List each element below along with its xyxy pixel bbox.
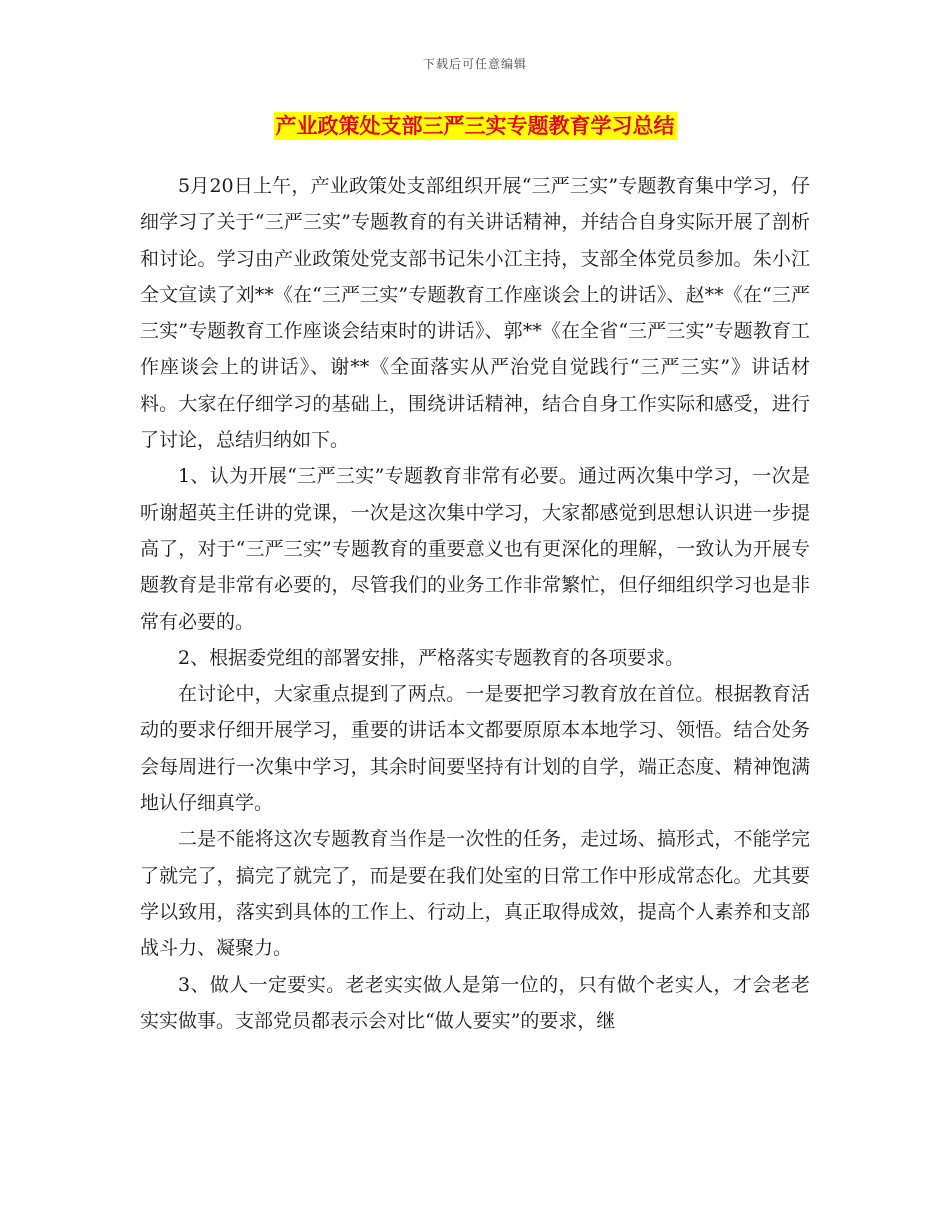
paragraph-point-1: 1、认为开展“三严三实”专题教育非常有必要。通过两次集中学习，一次是听谢超英主任讲的党课，一次是这次集中学习，大家都感觉到思想认识进一步提高了，对于“三严三实”专题教育的重要意义也有更深化的理解，一致认为开展专题教育是非常有必要的，尽管我们的业务工作非常繁忙，但仔细组织学习也是非常有必要的。: [140, 465, 810, 633]
paragraph-point-3: 3、做人一定要实。老老实实做人是第一位的，只有做个老实人，才会老老实实做事。支部党员都表示会对比“做人要实”的要求，继: [140, 973, 810, 1032]
paragraph-discussion: 在讨论中，大家重点提到了两点。一是要把学习教育放在首位。根据教育活动的要求仔细开展学习，重要的讲话本文都要原原本本地学习、领悟。结合处务会每周进行一次集中学习，其余时间要坚持有计划的自学，端正态度、精神饱满地认仔细真学。: [140, 683, 810, 815]
page-header: 下载后可任意编辑: [422, 57, 527, 71]
document-body: [140, 168, 810, 1039]
paragraph-point-2: 2、根据委党组的部署安排，严格落实专题教育的各项要求。: [178, 646, 685, 669]
paragraph-intro: 5月20日上午，产业政策处支部组织开展“三严三实”专题教育集中学习，仔细学习了关于“三严三实”专题教育的有关讲话精神，并结合自身实际开展了剖析和讨论。学习由产业政策处党支部书记朱小江主持，支部全体党员参加。朱小江全文宣读了刘**《在“三严三实”专题教育工作座谈会上的讲话》、赵**《在“三严三实”专题教育工作座谈会结束时的讲话》、郭**《在全省“三严三实”专题教育工作座谈会上的讲话》、谢**《全面落实从严治党自觉践行“三严三实”》讲话材料。大家在仔细学习的基础上，围绕讲话精神，结合自身工作实际和感受，进行了讨论，总结归纳如下。: [140, 175, 810, 452]
title-container: [0, 112, 950, 140]
document-title: 产业政策处支部三严三实专题教育学习总结: [275, 114, 675, 138]
paragraph-second-aspect: 二是不能将这次专题教育当作是一次性的任务，走过场、搞形式，不能学完了就完了，搞完了就完了，而是要在我们处室的日常工作中形成常态化。尤其要学以致用，落实到具体的工作上、行动上，真正取得成效，提高个人素养和支部战斗力、凝聚力。: [140, 828, 810, 960]
